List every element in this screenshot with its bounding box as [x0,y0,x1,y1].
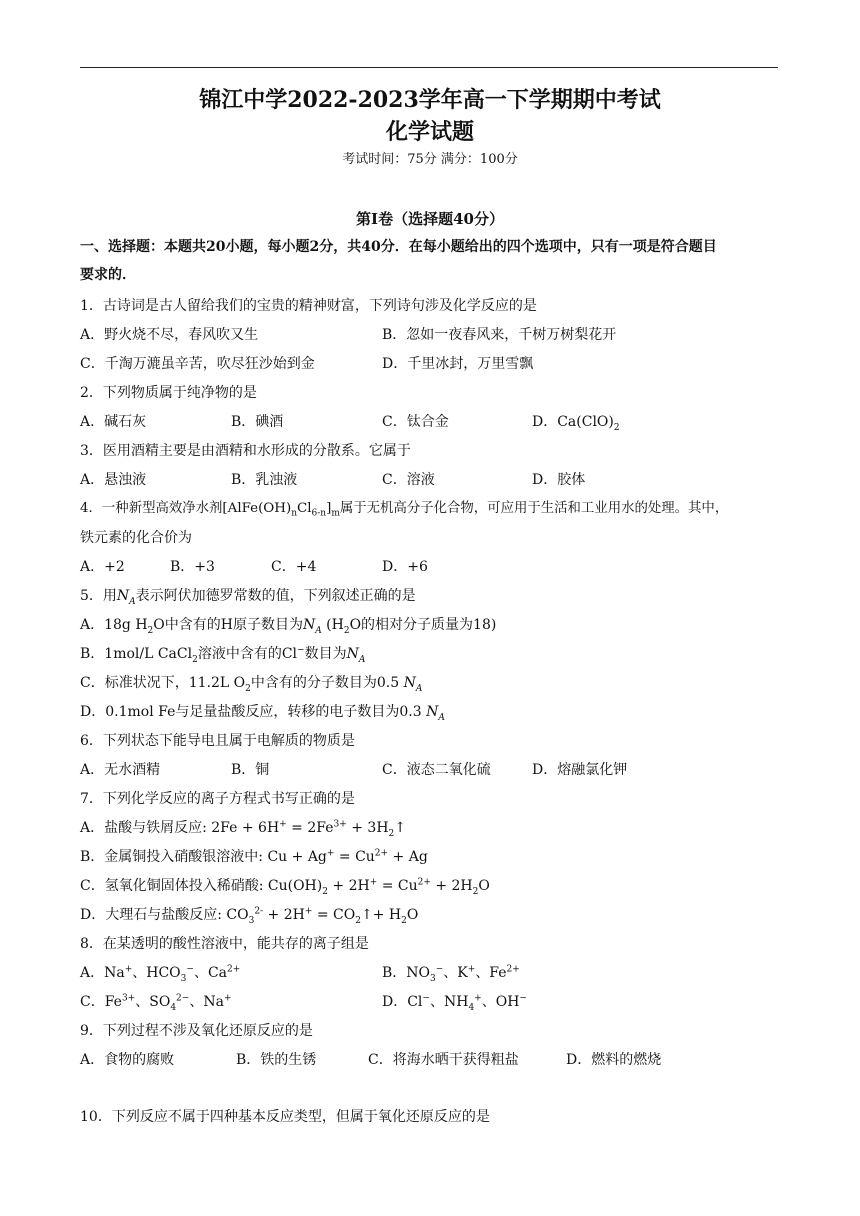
option-c: C．将海水晒干获得粗盐 [368,1052,519,1068]
question-2-stem: 2．下列物质属于纯净物的是 [80,385,257,401]
question-4-stem [80,500,780,547]
option-a: A．+2 [80,559,125,575]
option-b: B．铜 [231,762,270,778]
option-b: B．铁的生锈 [236,1052,317,1068]
question-5-option-d: D．0.1mol Fe与足量盐酸反应，转移的电子数目为0.3 $N_A$ [80,704,445,723]
option-d: D．$Ca(ClO)_2$ [532,414,620,433]
question-5-stem: 5．用$N_A$表示阿伏加德罗常数的值，下列叙述正确的是 [80,588,416,607]
instruction-line-1: 一、选择题：本题共20小题，每小题2分，共40分．在每小题给出的四个选项中，只有一项是符合题目 [80,239,717,255]
question-4-options [80,558,780,576]
option-a: A．Na+、$HCO_3^-$、$Ca^{2+}$ [80,964,241,984]
question-5-option-a: A．18g $H_2O$中含有的H原子数目为$N_A$ ($H_2O$的相对分子质量为18) [80,617,497,636]
question-10-stem: 10．下列反应不属于四种基本反应类型，但属于氧化还原反应的是 [80,1109,490,1125]
option-d: D．+6 [382,559,428,575]
option-c: C．溶液 [382,472,435,488]
question-7-option-a: A．盐酸与铁屑反应: $2Fe + 6H^+ = 2Fe^{3+}$ + $3H_2↑$ [80,819,406,839]
question-1-stem: 1．古诗词是古人留给我们的宝贵的精神财富，下列诗句涉及化学反应的是 [80,298,537,314]
option-d: D．千里冰封，万里雪飘 [382,356,534,372]
question-7-option-d: D．大理石与盐酸反应: $CO_3^{2-} + 2H^+$ = $CO_2↑+ H_2O$ [80,906,419,926]
question-7-option-c: C．氢氧化铜固体投入稀硝酸: $Cu(OH)_2 + 2H^+ = Cu^{2+} + 2H_2O$ [80,877,490,897]
option-b: B．碘酒 [231,414,284,430]
option-b: B．乳浊液 [231,472,298,488]
question-9-stem: 9．下列过程不涉及氧化还原反应的是 [80,1023,313,1039]
option-a: A．食物的腐败 [80,1052,175,1068]
question-1-options-row-2 [80,355,780,373]
top-rule [80,67,778,68]
question-4-stem-line-1: 4．一种新型高效净水剂$[AlFe(OH)_nCl_{6-n}]_m$属于无机高分子化合物，可应用于生活和工业用水的处理。其中， [80,501,729,519]
option-a: A．野火烧不尽，春风吹又生 [80,327,259,343]
question-4-stem-line-2: 铁元素的化合价为 [80,530,192,546]
subject-title: 化学试题 [385,119,474,145]
question-3-stem: 3．医用酒精主要是由酒精和水形成的分散系。它属于 [80,443,411,459]
question-8-options-row-2 [80,993,780,1011]
option-c: C．液态二氧化硫 [382,762,491,778]
option-c: C．$Fe^{3+}$、$SO_4^{2-}$、Na+ [80,993,232,1013]
question-9-options [80,1051,780,1069]
option-a: A．悬浊液 [80,472,147,488]
question-5-option-c: C．标准状况下，11.2L $O_2$中含有的分子数目为0.5 $N_A$ [80,675,423,694]
option-b: B．$NO_3^-$、K+、$Fe^{2+}$ [382,964,520,984]
question-6-stem: 6．下列状态下能导电且属于电解质的物质是 [80,733,355,749]
exam-info: 考试时间：75分 满分：100分 [342,152,518,167]
question-6-options [80,761,780,779]
option-d: D．燃料的燃烧 [566,1052,662,1068]
option-d: D．胶体 [532,472,586,488]
option-c: C．+4 [271,559,317,575]
question-2-options [80,413,780,431]
question-7-stem: 7．下列化学反应的离子方程式书写正确的是 [80,791,355,807]
option-b: B．忽如一夜春风来，千树万树梨花开 [382,327,617,343]
question-3-options [80,471,780,489]
question-5-option-b: B．1mol/L CaCl$_2$溶液中含有的Cl−数目为$N_A$ [80,645,366,665]
section-title: 第Ⅰ卷（选择题40分） [356,210,504,228]
option-d: D．Cl−、$NH_4^+$、OH− [382,993,527,1013]
instruction-line-2: 要求的． [80,267,136,283]
option-a: A．无水酒精 [80,762,161,778]
question-7-option-b: B．金属铜投入硝酸银溶液中: $Cu + Ag^+ = Cu^{2+} + Ag$ [80,848,428,865]
exam-title: 锦江中学2022-2023学年高一下学期期中考试 [199,87,661,113]
option-b: B．+3 [170,559,215,575]
section-instruction [80,233,780,289]
question-8-options-row-1 [80,964,780,982]
option-c: C．千淘万漉虽辛苦，吹尽狂沙始到金 [80,356,315,372]
option-d: D．熔融氯化钾 [532,762,628,778]
question-1-options-row-1 [80,326,780,344]
option-c: C．钛合金 [382,414,449,430]
question-8-stem: 8．在某透明的酸性溶液中，能共存的离子组是 [80,936,369,952]
option-a: A．碱石灰 [80,414,147,430]
